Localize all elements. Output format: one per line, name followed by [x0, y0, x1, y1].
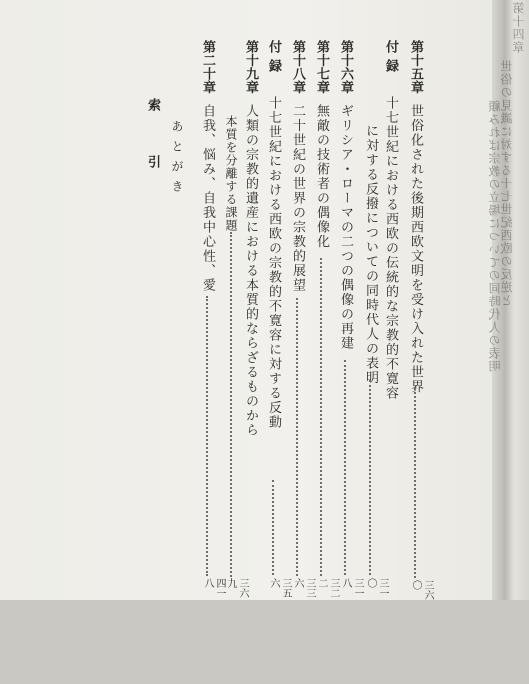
dot-leader	[369, 380, 371, 575]
chapter-number: 第十五章	[408, 40, 423, 94]
index-label: 索 引	[145, 98, 160, 174]
chapter-number: 第十八章	[290, 40, 305, 94]
chapter-number: 第十六章	[338, 40, 353, 94]
page-number: 三一〇	[365, 578, 388, 598]
page-number: 四一八	[202, 578, 225, 598]
page-number: 三一八	[340, 578, 363, 598]
dot-leader	[296, 298, 298, 576]
appendix-title: 十七世紀における西欧の伝統的な宗教的不寛容	[383, 96, 398, 401]
appendix-title-cont: に対する反撥についての同時代人の表明	[363, 124, 378, 385]
dot-leader	[414, 388, 416, 578]
appendix-label: 付録	[383, 40, 398, 78]
chapter-title: 無敵の技術者の偶像化	[314, 104, 329, 249]
chapter-number: 第十七章	[314, 40, 329, 94]
toc-entry-index	[145, 98, 159, 658]
page-number: 三六〇	[410, 580, 433, 600]
page-number: 三六九	[225, 578, 248, 598]
chapter-number: 第二十章	[200, 40, 215, 94]
chapter-number: 第十九章	[243, 40, 258, 94]
dot-leader	[230, 232, 232, 577]
toc-entry-appendix-1	[383, 40, 397, 600]
chapter-title-cont: 本質を分離する課題	[224, 115, 238, 232]
toc-entry-afterword	[170, 120, 184, 680]
toc-entry-ch19	[243, 40, 257, 600]
bleed-text: 世俗の見識に対する十七世紀西欧の反逆と	[500, 60, 514, 307]
bleed-line-3	[488, 100, 502, 660]
chapter-title: 人類の宗教的遺産における本質的ならざるものから	[243, 104, 258, 438]
bleed-line-1	[512, 2, 526, 562]
bleed-text: 顧みれば宗教の立場についての同時代人の表明	[488, 100, 502, 373]
dot-leader	[344, 360, 346, 575]
chapter-title: ギリシア・ローマの二つの偶像の再建	[338, 104, 353, 351]
facing-page-bleed	[488, 0, 529, 600]
chapter-title: 二十世紀の世界の宗教的展望	[290, 104, 305, 293]
appendix-label: 付録	[266, 40, 281, 78]
chapter-title: 世俗化された後期西欧文明を受け入れた世界	[408, 104, 423, 394]
page-number: 三五六	[268, 578, 291, 598]
appendix-title: 十七世紀における西欧の宗教的不寛容に対する反動	[266, 96, 281, 430]
dot-leader	[320, 258, 322, 576]
chapter-title: 自我、悩み、自我中心性、愛	[200, 104, 215, 293]
afterword-label: あとがき	[170, 120, 184, 200]
dot-leader	[272, 480, 274, 575]
page-number: 三二二	[316, 578, 339, 598]
bleed-text: 第十四章	[512, 2, 526, 54]
bleed-line-2	[500, 60, 514, 620]
dot-leader	[206, 296, 208, 576]
page-number: 三三六	[292, 578, 315, 598]
